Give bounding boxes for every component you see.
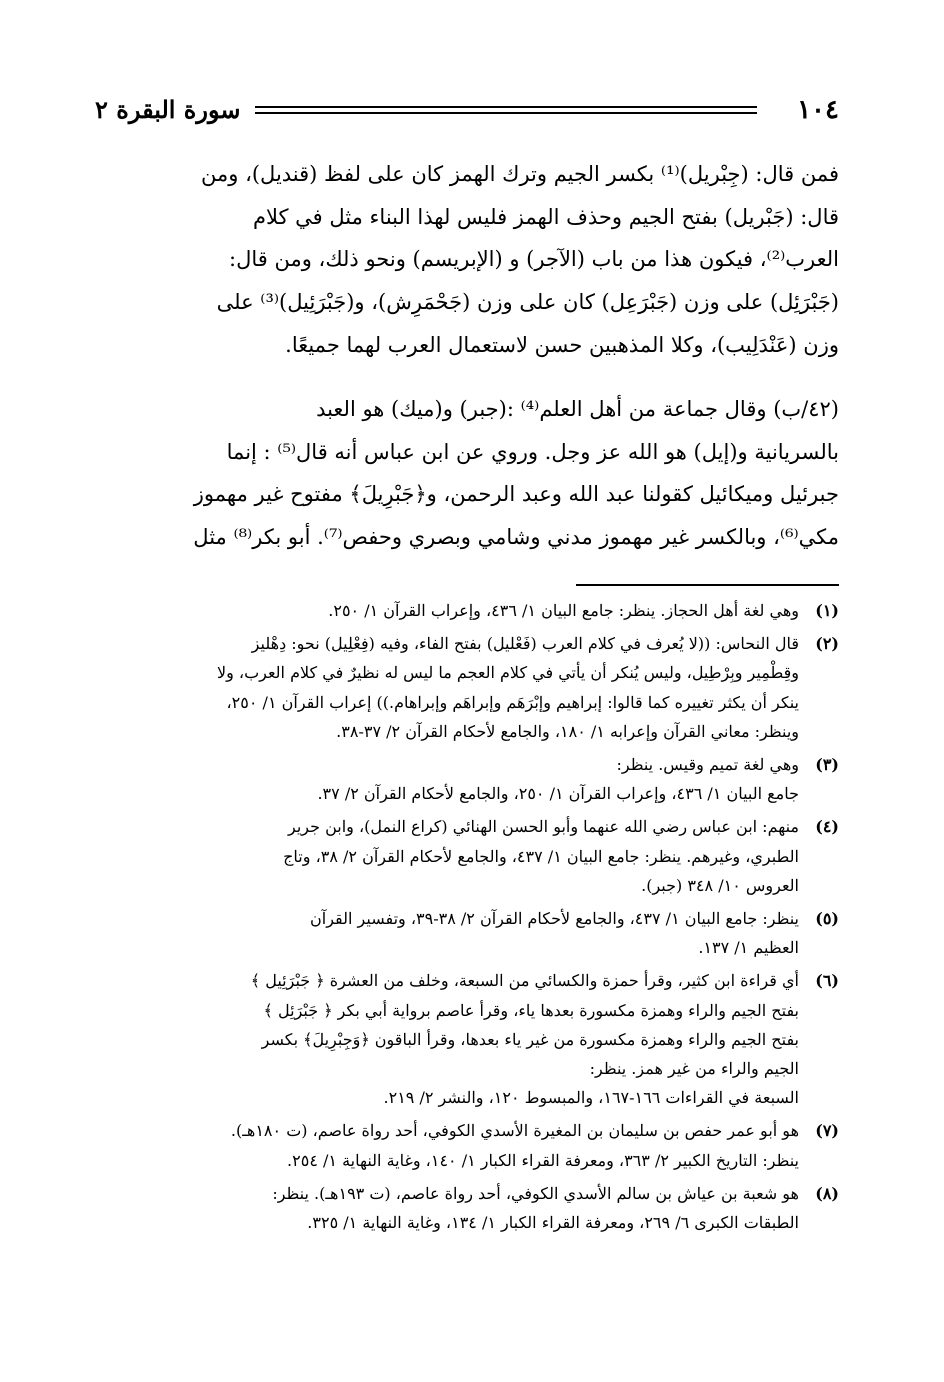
footnote-number: (٦): [815, 971, 839, 991]
text-line: وزن (عَنْدَلِيب)، وكلا المذهبين حسن لاستعمال العرب لهما جميعًا.: [285, 332, 839, 357]
footnote-line: أي قراءة ابن كثير، وقرأ حمزة والكسائي من السبعة، وخلف من العشرة ﴿ جَبْرَئِيل ﴾: [250, 971, 799, 991]
footnotes: [98, 596, 839, 1237]
footnote: [98, 750, 839, 808]
text-line: مكي⁽⁶⁾، وبالكسر غير مهموز مدني وشامي وبصري وحفص⁽⁷⁾. أبو بكر⁽⁸⁾ مثل: [193, 525, 839, 550]
page-number: ١٠٤: [797, 95, 839, 125]
footnote-line: منهم: ابن عباس رضي الله عنهما وأبو الحسن الهنائي (كراع النمل)، وابن جرير: [287, 817, 799, 837]
footnote-text: [98, 1116, 799, 1174]
paragraph-1: [98, 153, 839, 367]
footnote-number: (٤): [815, 817, 839, 837]
footnote: [98, 904, 839, 962]
footnote: [98, 1116, 839, 1174]
text-line: جبرئيل وميكائيل كقولنا عبد الله وعبد الرحمن، و﴿جَبْرِيلَ﴾ مفتوح غير مهموز: [193, 482, 839, 507]
footnote-line: العروس ١٠/ ٣٤٨ (جبر).: [641, 875, 799, 895]
footnote-line: العظيم ١/ ١٣٧.: [698, 938, 799, 958]
footnote-line: السبعة في القراءات ١٦٦-١٦٧، والمبسوط ١٢٠، والنشر ٢/ ٢١٩.: [383, 1088, 799, 1108]
footnote-line: هو شعبة بن عياش بن سالم الأسدي الكوفي، أحد رواة عاصم، (ت ١٩٣هـ). ينظر:: [272, 1183, 799, 1203]
text-line: قال: (جَبْريل) بفتح الجيم وحذف الهمز فليس لهذا البناء مثل في كلام: [252, 204, 839, 229]
footnote-line: قال النحاس: ((لا يُعرف في كلام العرب (فَعْليل) بفتح الفاء، وفيه (فِعْلِيل) نحو: دِهْليز: [251, 634, 799, 654]
footnote-text: [98, 1179, 799, 1237]
footnote-line: الطبقات الكبرى ٦/ ٢٦٩، ومعرفة القراء الكبار ١/ ١٣٤، وغاية النهاية ١/ ٣٢٥.: [307, 1213, 799, 1233]
footnote-line: ينكر أن يكثر تغييره كما قالوا: إبراهيم وإبْرَهَم وإبراهَم وإبراهام.)) إعراب القرآن ١/ ٢٥٠،: [226, 692, 799, 712]
footnote-number: (٢): [815, 634, 839, 654]
footnote: [98, 812, 839, 900]
footnote-line: ينظر: جامع البيان ١/ ٤٣٧، والجامع لأحكام القرآن ٢/ ٣٨-٣٩، وتفسير القرآن: [310, 909, 799, 929]
footnote-text: [98, 904, 799, 962]
footnote-number: (٥): [815, 909, 839, 929]
page-header: [95, 92, 839, 132]
footnote-text: [98, 596, 799, 625]
footnote-line: الطبري، وغيرهم. ينظر: جامع البيان ١/ ٤٣٧، والجامع لأحكام القرآن ٢/ ٣٨، وتاج: [283, 846, 799, 866]
footnote-line: بفتح الجيم والراء وهمزة مكسورة من غير ياء بعدها، وقرأ الباقون ﴿وَجِبْرِيلَ﴾ بكسر: [261, 1029, 799, 1049]
surah-title: سورة البقرة ٢: [95, 95, 241, 124]
text-line: (جَبْرَئِل) على وزن (جَبْرَعِل) كان على وزن (جَحْمَرِش)، و(جَبْرَئِيل)⁽³⁾ على: [216, 290, 839, 315]
footnote: [98, 629, 839, 746]
text-line: فمن قال: (جِبْريل)⁽¹⁾ بكسر الجيم وترك الهمز كان على لفظ (قنديل)، ومن: [201, 162, 839, 186]
text-line: العرب⁽²⁾، فيكون هذا من باب (الآجر) و (الإبريسم) ونحو ذلك، ومن قال:: [229, 247, 839, 272]
footnote-line: الجيم والراء من غير همز. ينظر:: [589, 1059, 799, 1079]
footnote-text: [98, 629, 799, 746]
footnote-line: وقِطْمِير وبِرْطِيل، وليس يُنكر أن يأتي في كلام العجم ما ليس له نظيرٌ في كلام العرب، ولا: [216, 663, 799, 683]
footnote-divider: [576, 584, 839, 586]
footnote-line: وهي لغة أهل الحجاز. ينظر: جامع البيان ١/ ٤٣٦، وإعراب القرآن ١/ ٢٥٠.: [328, 601, 799, 620]
text-line: (٤٢/ب) وقال جماعة من أهل العلم⁽⁴⁾ :(جبر) و(ميك) هو العبد: [316, 397, 839, 421]
footnote: [98, 966, 839, 1112]
footnote-line: جامع البيان ١/ ٤٣٦، وإعراب القرآن ١/ ٢٥٠، والجامع لأحكام القرآن ٢/ ٣٧.: [317, 784, 799, 804]
footnote-text: [98, 812, 799, 900]
text-line: بالسريانية و(إيل) هو الله عز وجل. وروي عن ابن عباس أنه قال⁽⁵⁾ : إنما: [226, 439, 839, 464]
footnote-text: [98, 966, 799, 1112]
footnote: [98, 596, 839, 625]
footnote-number: (٨): [815, 1183, 839, 1203]
footnote: [98, 1179, 839, 1237]
footnote-line: ينظر: التاريخ الكبير ٢/ ٣٦٣، ومعرفة القراء الكبار ١/ ١٤٠، وغاية النهاية ١/ ٢٥٤.: [287, 1150, 799, 1170]
footnote-number: (٣): [815, 755, 839, 775]
footnote-number: (١): [815, 601, 839, 620]
paragraph-2: [98, 388, 839, 559]
footnote-line: وينظر: معاني القرآن وإعرابه ١/ ١٨٠، والجامع لأحكام القرآن ٢/ ٣٧-٣٨.: [336, 721, 799, 741]
footnote-line: وهي لغة تميم وقيس. ينظر:: [616, 755, 799, 775]
footnote-line: هو أبو عمر حفص بن سليمان بن المغيرة الأسدي الكوفي، أحد رواة عاصم، (ت ١٨٠هـ).: [230, 1121, 799, 1141]
footnote-text: [98, 750, 799, 808]
header-rule: [255, 106, 757, 114]
footnote-line: بفتح الجيم والراء وهمزة مكسورة بعدها ياء، وقرأ عاصم برواية أبي بكر ﴿ جَبْرَئِل ﴾: [263, 1000, 799, 1020]
footnote-number: (٧): [815, 1121, 839, 1141]
